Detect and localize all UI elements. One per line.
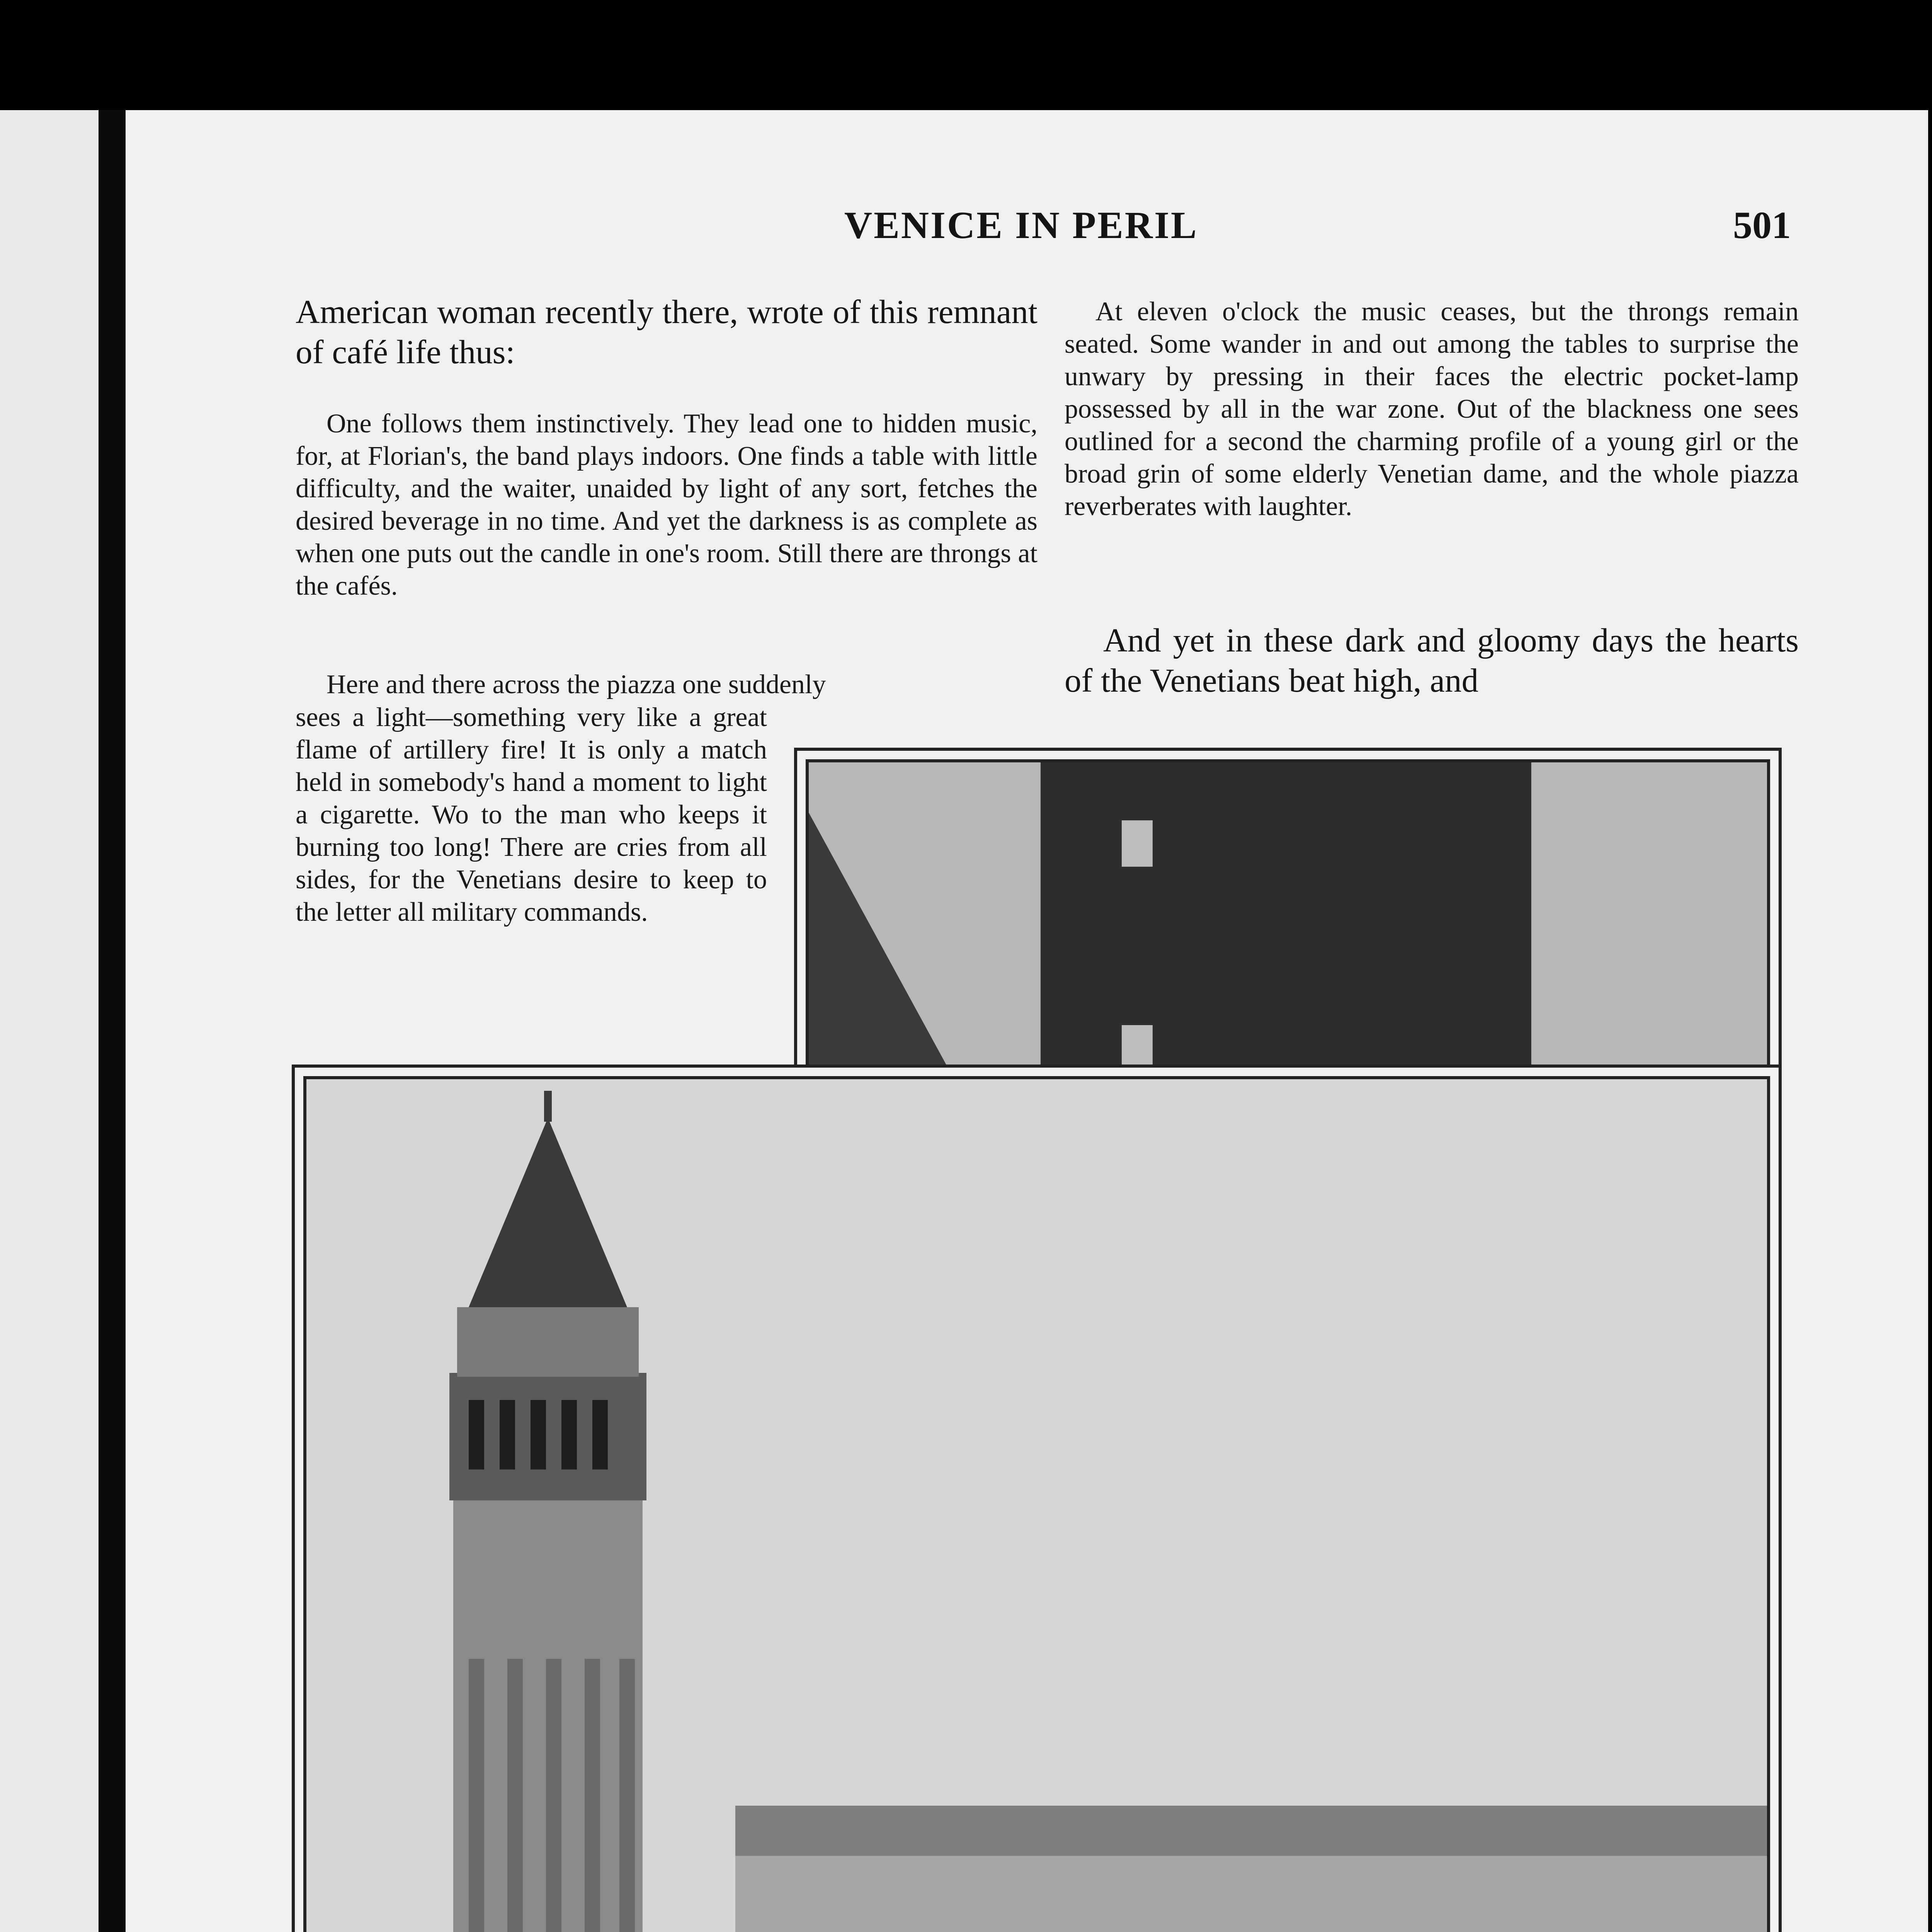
page-number: 501 <box>1733 204 1791 247</box>
facing-page-edge <box>0 110 99 1932</box>
intro-text: American woman recently there, wrote of this remnant of café life thus: <box>296 293 1037 371</box>
quote-paragraph-wide: Here and there across the piazza one suddenly <box>327 670 826 699</box>
magazine-page <box>126 110 1928 1932</box>
book-spine <box>99 110 126 1932</box>
quote-paragraph-right: At eleven o'clock the music ceases, but the throngs remain seated. Some wander in and out among the tables to surprise the unwary by pressing in their faces the electric pocket-lamp possessed by all in the war zone. Out of the blackness one sees outlined for a second the charming profile of a young girl or the broad grin of some elderly Venetian dame, and the whole piazza reverberates with laughter. <box>1065 297 1799 521</box>
quote-paragraph-narrow: sees a light—something very like a great flame of artillery fire! It is only a match held in somebody's hand a moment to light a cigarette. Wo to the man who keeps it burning too long! There are cries from all sides, for the Venetians desire to keep to the letter all military commands. <box>296 702 767 927</box>
photo-campanile-and-doges-palace <box>303 1076 1770 1932</box>
campanile-and-palace-illustration <box>306 1079 1767 1932</box>
running-header: VENICE IN PERIL <box>844 204 1198 247</box>
body-text-right: And yet in these dark and gloomy days the hearts of the Venetians beat high, and <box>1065 621 1799 699</box>
quote-block-left <box>296 408 1037 602</box>
quote-paragraph: One follows them instinctively. They lead one to hidden music, for, at Florian's, the band plays indoors. One finds a table with little difficulty, and the waiter, unaided by light of any sort, fetches the desired beverage in no time. And yet the darkness is as complete as when one puts out the candle in one's room. Still there are throngs at the cafés. <box>296 409 1037 601</box>
